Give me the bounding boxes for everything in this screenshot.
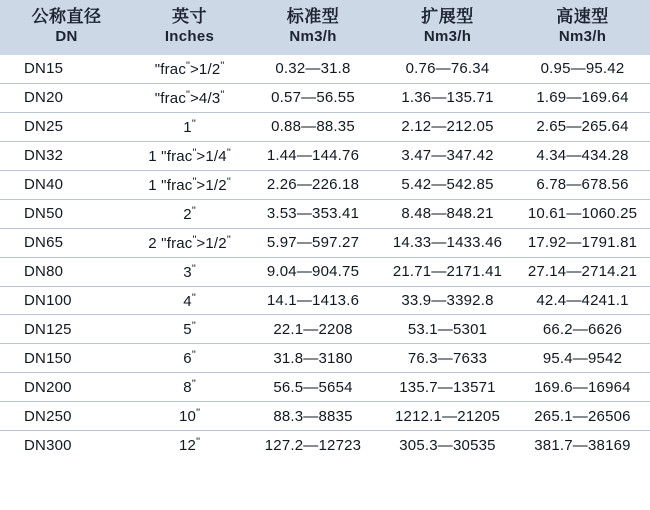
cell-extended: 33.9—3392.8 xyxy=(380,286,515,315)
cell-dn: DN250 xyxy=(0,402,133,431)
cell-standard: 0.88—88.35 xyxy=(246,112,380,141)
cell-highspeed: 27.14—2714.21 xyxy=(515,257,650,286)
cell-inches: 2" xyxy=(133,199,246,228)
cell-highspeed: 6.78—678.56 xyxy=(515,170,650,199)
cell-extended: 5.42—542.85 xyxy=(380,170,515,199)
cell-dn: DN50 xyxy=(0,199,133,228)
cell-highspeed: 10.61—1060.25 xyxy=(515,199,650,228)
cell-highspeed: 265.1—26506 xyxy=(515,402,650,431)
table-row xyxy=(0,228,650,257)
header-title-dn: 公称直径 xyxy=(31,7,102,26)
header-sub-inches: Inches xyxy=(164,28,215,46)
cell-standard: 56.5—5654 xyxy=(246,373,380,402)
cell-extended: 135.7—13571 xyxy=(380,373,515,402)
cell-dn: DN80 xyxy=(0,257,133,286)
table-row xyxy=(0,373,650,402)
cell-dn: DN20 xyxy=(0,83,133,112)
cell-dn: DN32 xyxy=(0,141,133,170)
cell-standard: 31.8—3180 xyxy=(246,344,380,373)
header-cell-extended xyxy=(380,0,515,55)
cell-dn: DN15 xyxy=(0,55,133,83)
cell-highspeed: 17.92—1791.81 xyxy=(515,228,650,257)
table-row xyxy=(0,402,650,431)
header-sub-highspeed: Nm3/h xyxy=(558,28,607,46)
cell-highspeed: 169.6—16964 xyxy=(515,373,650,402)
table-row xyxy=(0,257,650,286)
header-title-standard: 标准型 xyxy=(286,7,340,26)
cell-inches: 12" xyxy=(133,431,246,459)
header-cell-inches xyxy=(133,0,246,55)
cell-standard: 0.57—56.55 xyxy=(246,83,380,112)
cell-standard: 3.53—353.41 xyxy=(246,199,380,228)
cell-extended: 3.47—347.42 xyxy=(380,141,515,170)
cell-dn: DN25 xyxy=(0,112,133,141)
cell-extended: 76.3—7633 xyxy=(380,344,515,373)
cell-dn: DN200 xyxy=(0,373,133,402)
table-row xyxy=(0,315,650,344)
cell-highspeed: 381.7—38169 xyxy=(515,431,650,459)
cell-standard: 88.3—8835 xyxy=(246,402,380,431)
cell-dn: DN300 xyxy=(0,431,133,459)
cell-extended: 0.76—76.34 xyxy=(380,55,515,83)
cell-standard: 9.04—904.75 xyxy=(246,257,380,286)
cell-inches: "frac">1/2" xyxy=(133,55,246,83)
cell-standard: 22.1—2208 xyxy=(246,315,380,344)
cell-highspeed: 42.4—4241.1 xyxy=(515,286,650,315)
cell-standard: 127.2—12723 xyxy=(246,431,380,459)
header-title-highspeed: 高速型 xyxy=(556,7,609,26)
header-row xyxy=(0,0,650,55)
table-row xyxy=(0,170,650,199)
header-title-extended: 扩展型 xyxy=(421,7,474,26)
cell-extended: 53.1—5301 xyxy=(380,315,515,344)
cell-inches: "frac">4/3" xyxy=(133,83,246,112)
table-row xyxy=(0,55,650,83)
cell-inches: 4" xyxy=(133,286,246,315)
cell-extended: 2.12—212.05 xyxy=(380,112,515,141)
cell-inches: 5" xyxy=(133,315,246,344)
table-row xyxy=(0,83,650,112)
cell-standard: 1.44—144.76 xyxy=(246,141,380,170)
header-sub-dn: DN xyxy=(55,28,78,46)
cell-extended: 21.71—2171.41 xyxy=(380,257,515,286)
table-header xyxy=(0,0,650,55)
cell-highspeed: 1.69—169.64 xyxy=(515,83,650,112)
cell-dn: DN100 xyxy=(0,286,133,315)
cell-inches: 1 "frac">1/2" xyxy=(133,170,246,199)
cell-inches: 2 "frac">1/2" xyxy=(133,228,246,257)
header-sub-extended: Nm3/h xyxy=(423,28,472,46)
cell-dn: DN150 xyxy=(0,344,133,373)
cell-inches: 8" xyxy=(133,373,246,402)
cell-highspeed: 66.2—6626 xyxy=(515,315,650,344)
table-row xyxy=(0,286,650,315)
header-cell-dn xyxy=(0,0,133,55)
cell-standard: 2.26—226.18 xyxy=(246,170,380,199)
table-body xyxy=(0,55,650,459)
cell-highspeed: 95.4—9542 xyxy=(515,344,650,373)
table-row xyxy=(0,431,650,459)
cell-standard: 0.32—31.8 xyxy=(246,55,380,83)
table-row xyxy=(0,344,650,373)
cell-inches: 6" xyxy=(133,344,246,373)
header-sub-standard: Nm3/h xyxy=(289,28,337,46)
cell-dn: DN40 xyxy=(0,170,133,199)
cell-extended: 8.48—848.21 xyxy=(380,199,515,228)
cell-highspeed: 4.34—434.28 xyxy=(515,141,650,170)
header-cell-standard xyxy=(246,0,380,55)
table-row xyxy=(0,141,650,170)
table-row xyxy=(0,199,650,228)
header-title-inches: 英寸 xyxy=(172,7,207,26)
cell-standard: 5.97—597.27 xyxy=(246,228,380,257)
cell-highspeed: 2.65—265.64 xyxy=(515,112,650,141)
table-row xyxy=(0,112,650,141)
cell-extended: 1.36—135.71 xyxy=(380,83,515,112)
cell-inches: 3" xyxy=(133,257,246,286)
cell-extended: 1212.1—21205 xyxy=(380,402,515,431)
cell-dn: DN125 xyxy=(0,315,133,344)
cell-inches: 1" xyxy=(133,112,246,141)
cell-highspeed: 0.95—95.42 xyxy=(515,55,650,83)
header-cell-highspeed xyxy=(515,0,650,55)
cell-inches: 1 "frac">1/4" xyxy=(133,141,246,170)
cell-standard: 14.1—1413.6 xyxy=(246,286,380,315)
cell-inches: 10" xyxy=(133,402,246,431)
cell-extended: 14.33—1433.46 xyxy=(380,228,515,257)
cell-extended: 305.3—30535 xyxy=(380,431,515,459)
cell-dn: DN65 xyxy=(0,228,133,257)
